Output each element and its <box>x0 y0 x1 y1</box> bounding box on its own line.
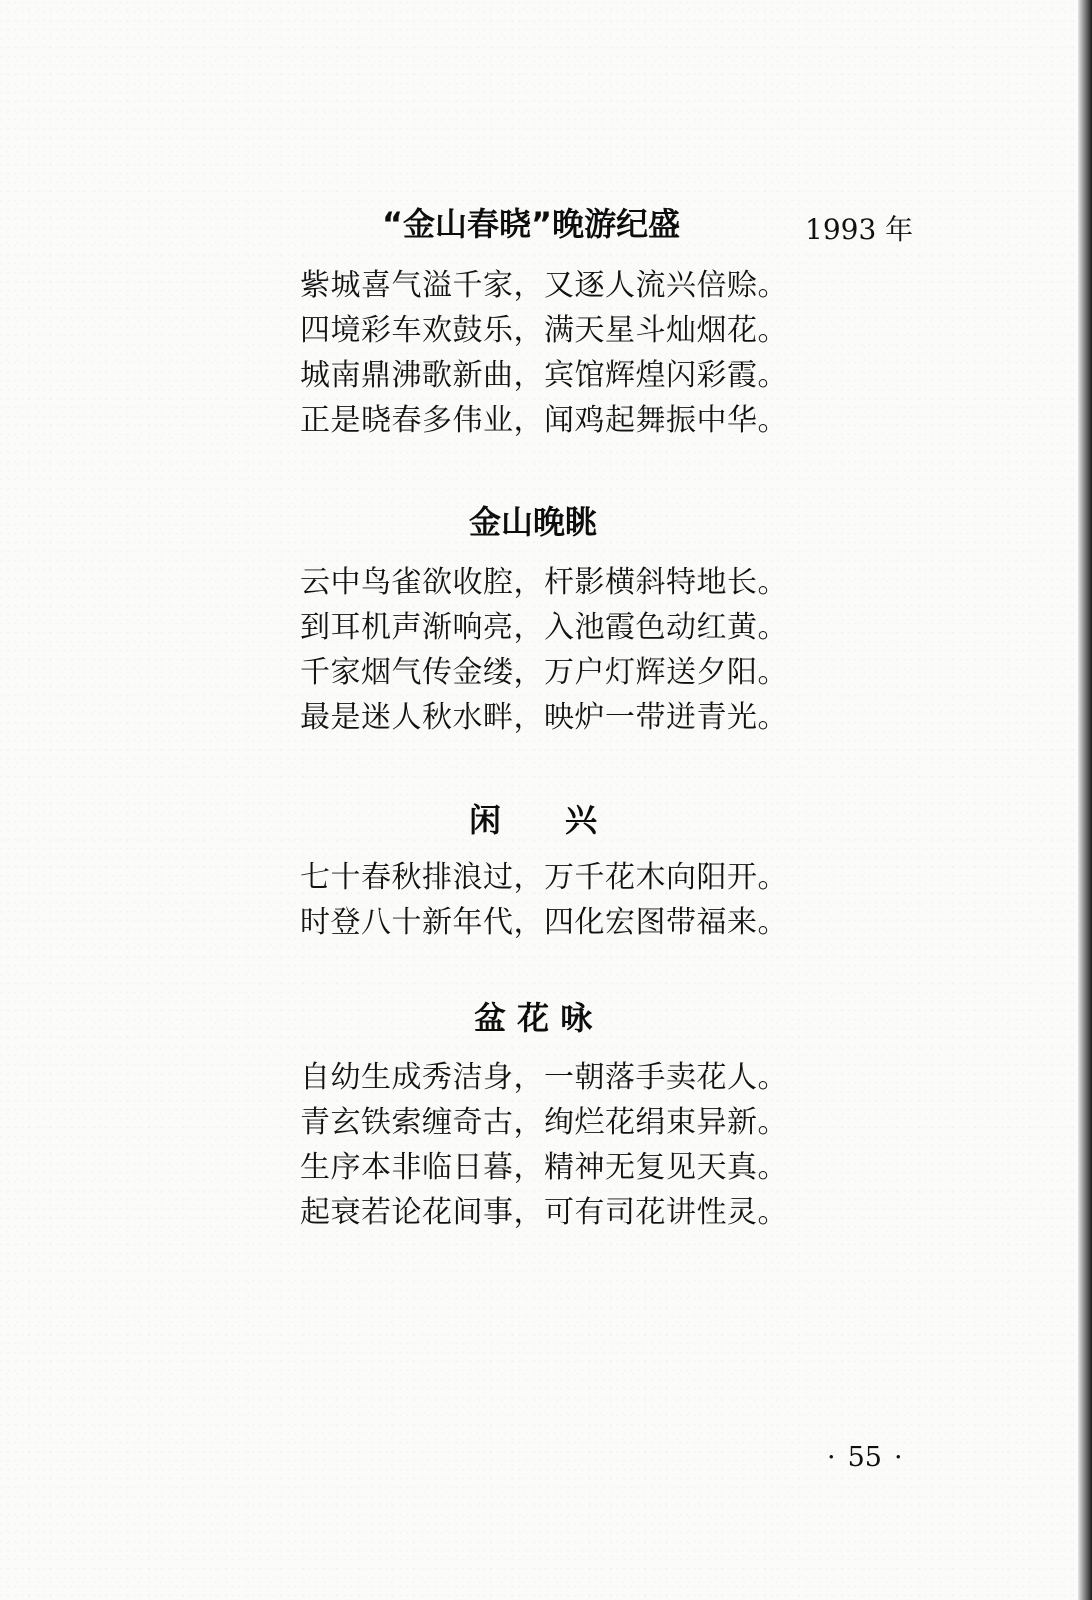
poem-line: 最是迷人秋水畔，映炉一带迸青光。 <box>300 700 788 735</box>
poem-line: 自幼生成秀洁身，一朝落手卖花人。 <box>300 1060 788 1095</box>
poem-title: “金山春晓”晚游纪盛 <box>382 205 681 243</box>
poem-line: 到耳机声渐响亮，入池霞色动红黄。 <box>300 610 788 645</box>
poem-line: 正是晓春多伟业，闻鸡起舞振中华。 <box>300 403 788 438</box>
poem-line: 起衰若论花间事，可有司花讲性灵。 <box>300 1195 788 1230</box>
page-number <box>815 1440 915 1476</box>
poem-line: 千家烟气传金缕，万户灯辉送夕阳。 <box>300 655 788 690</box>
poem-line: 云中鸟雀欲收腔，杆影横斜特地长。 <box>300 565 788 600</box>
poem-body <box>300 855 800 945</box>
page-edge-shadow <box>1078 0 1092 1600</box>
poem-title: 盆 花 咏 <box>474 999 593 1037</box>
poem-line: 四境彩车欢鼓乐，满天星斗灿烟花。 <box>300 313 788 348</box>
poem-line: 城南鼎沸歌新曲，宾馆辉煌闪彩霞。 <box>300 358 788 393</box>
poem-title: 金山晚眺 <box>469 503 598 541</box>
poem-body <box>300 560 800 740</box>
poem-line: 时登八十新年代，四化宏图带福来。 <box>300 905 788 940</box>
page-number-dot: · <box>827 1442 836 1473</box>
poem-line: 青玄铁索缠奇古，绚烂花绢束异新。 <box>300 1105 788 1140</box>
poem-body <box>300 1055 800 1235</box>
poem-line: 生序本非临日暮，精神无复见天真。 <box>300 1150 788 1185</box>
poem-body <box>300 263 800 443</box>
poem-line: 紫城喜气溢千家，又逐人流兴倍赊。 <box>300 268 788 303</box>
poem-line: 七十春秋排浪过，万千花木向阳开。 <box>300 860 788 895</box>
page-number-value: 55 <box>847 1442 882 1473</box>
poem-title: 闲 兴 <box>469 801 598 839</box>
poem-year: 1993 年 <box>805 213 914 246</box>
page-number-dot: · <box>893 1442 903 1473</box>
